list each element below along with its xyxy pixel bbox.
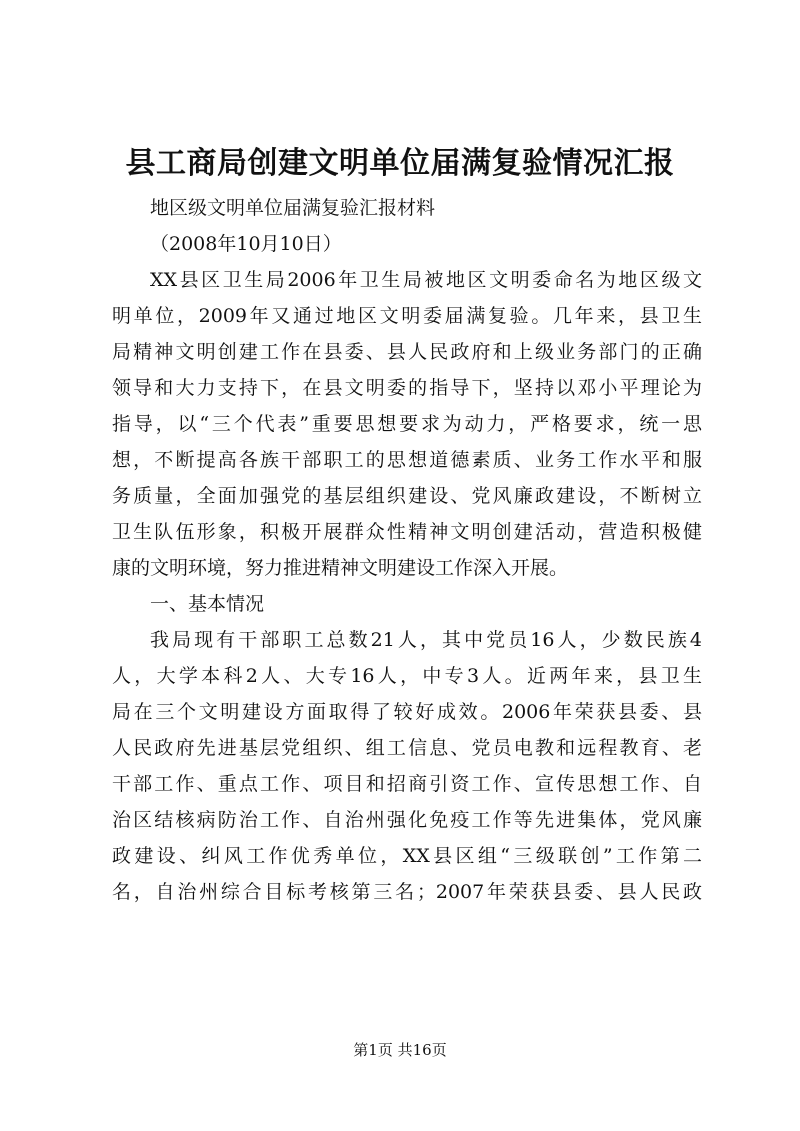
paragraph-line: 领导和大力支持下，在县文明委的指导下，坚持以邓小平理论为 [112, 377, 702, 399]
paragraph-line: 治区结核病防治工作、自治州强化免疫工作等先进集体，党风廉 [112, 809, 702, 831]
paragraph-line: 局精神文明创建工作在县委、县人民政府和上级业务部门的正确 [112, 341, 702, 363]
paragraph-line: XX县区卫生局2006年卫生局被地区文明委命名为地区级文 [150, 269, 702, 291]
document-title: 县工商局创建文明单位届满复验情况汇报 [125, 146, 675, 181]
document-body [112, 190, 702, 910]
paragraph-line: 务质量，全面加强党的基层组织建设、党风廉政建设，不断树立 [112, 485, 702, 507]
paragraph-line: 局在三个文明建设方面取得了较好成效。2006年荣获县委、县 [112, 701, 702, 723]
paragraph-line: 人民政府先进基层党组织、组工信息、党员电教和远程教育、老 [112, 737, 702, 759]
paragraph-line: 明单位，2009年又通过地区文明委届满复验。几年来，县卫生 [112, 305, 702, 327]
paragraph-line: 指导，以“三个代表”重要思想要求为动力，严格要求，统一思 [112, 413, 702, 435]
date-line: （2008年10月10日） [150, 233, 342, 255]
paragraph-line: 卫生队伍形象，积极开展群众性精神文明创建活动，营造积极健 [112, 521, 702, 543]
paragraph-line: 干部工作、重点工作、项目和招商引资工作、宣传思想工作、自 [112, 773, 702, 795]
paragraph-line: 人，大学本科2人、大专16人，中专3人。近两年来，县卫生 [112, 665, 702, 687]
page-number-footer: 第1页 共16页 [353, 1041, 447, 1059]
subtitle-line: 地区级文明单位届满复验汇报材料 [150, 197, 436, 219]
paragraph-line: 康的文明环境，努力推进精神文明建设工作深入开展。 [112, 557, 569, 579]
paragraph-line: 名，自治州综合目标考核第三名；2007年荣获县委、县人民政 [112, 881, 702, 903]
paragraph-line: 政建设、纠风工作优秀单位，XX县区组“三级联创”工作第二 [112, 845, 702, 867]
paragraph-line: 想，不断提高各族干部职工的思想道德素质、业务工作水平和服 [112, 449, 702, 471]
paragraph-line: 我局现有干部职工总数21人，其中党员16人，少数民族4 [150, 629, 702, 651]
section-heading: 一、基本情况 [150, 593, 265, 615]
